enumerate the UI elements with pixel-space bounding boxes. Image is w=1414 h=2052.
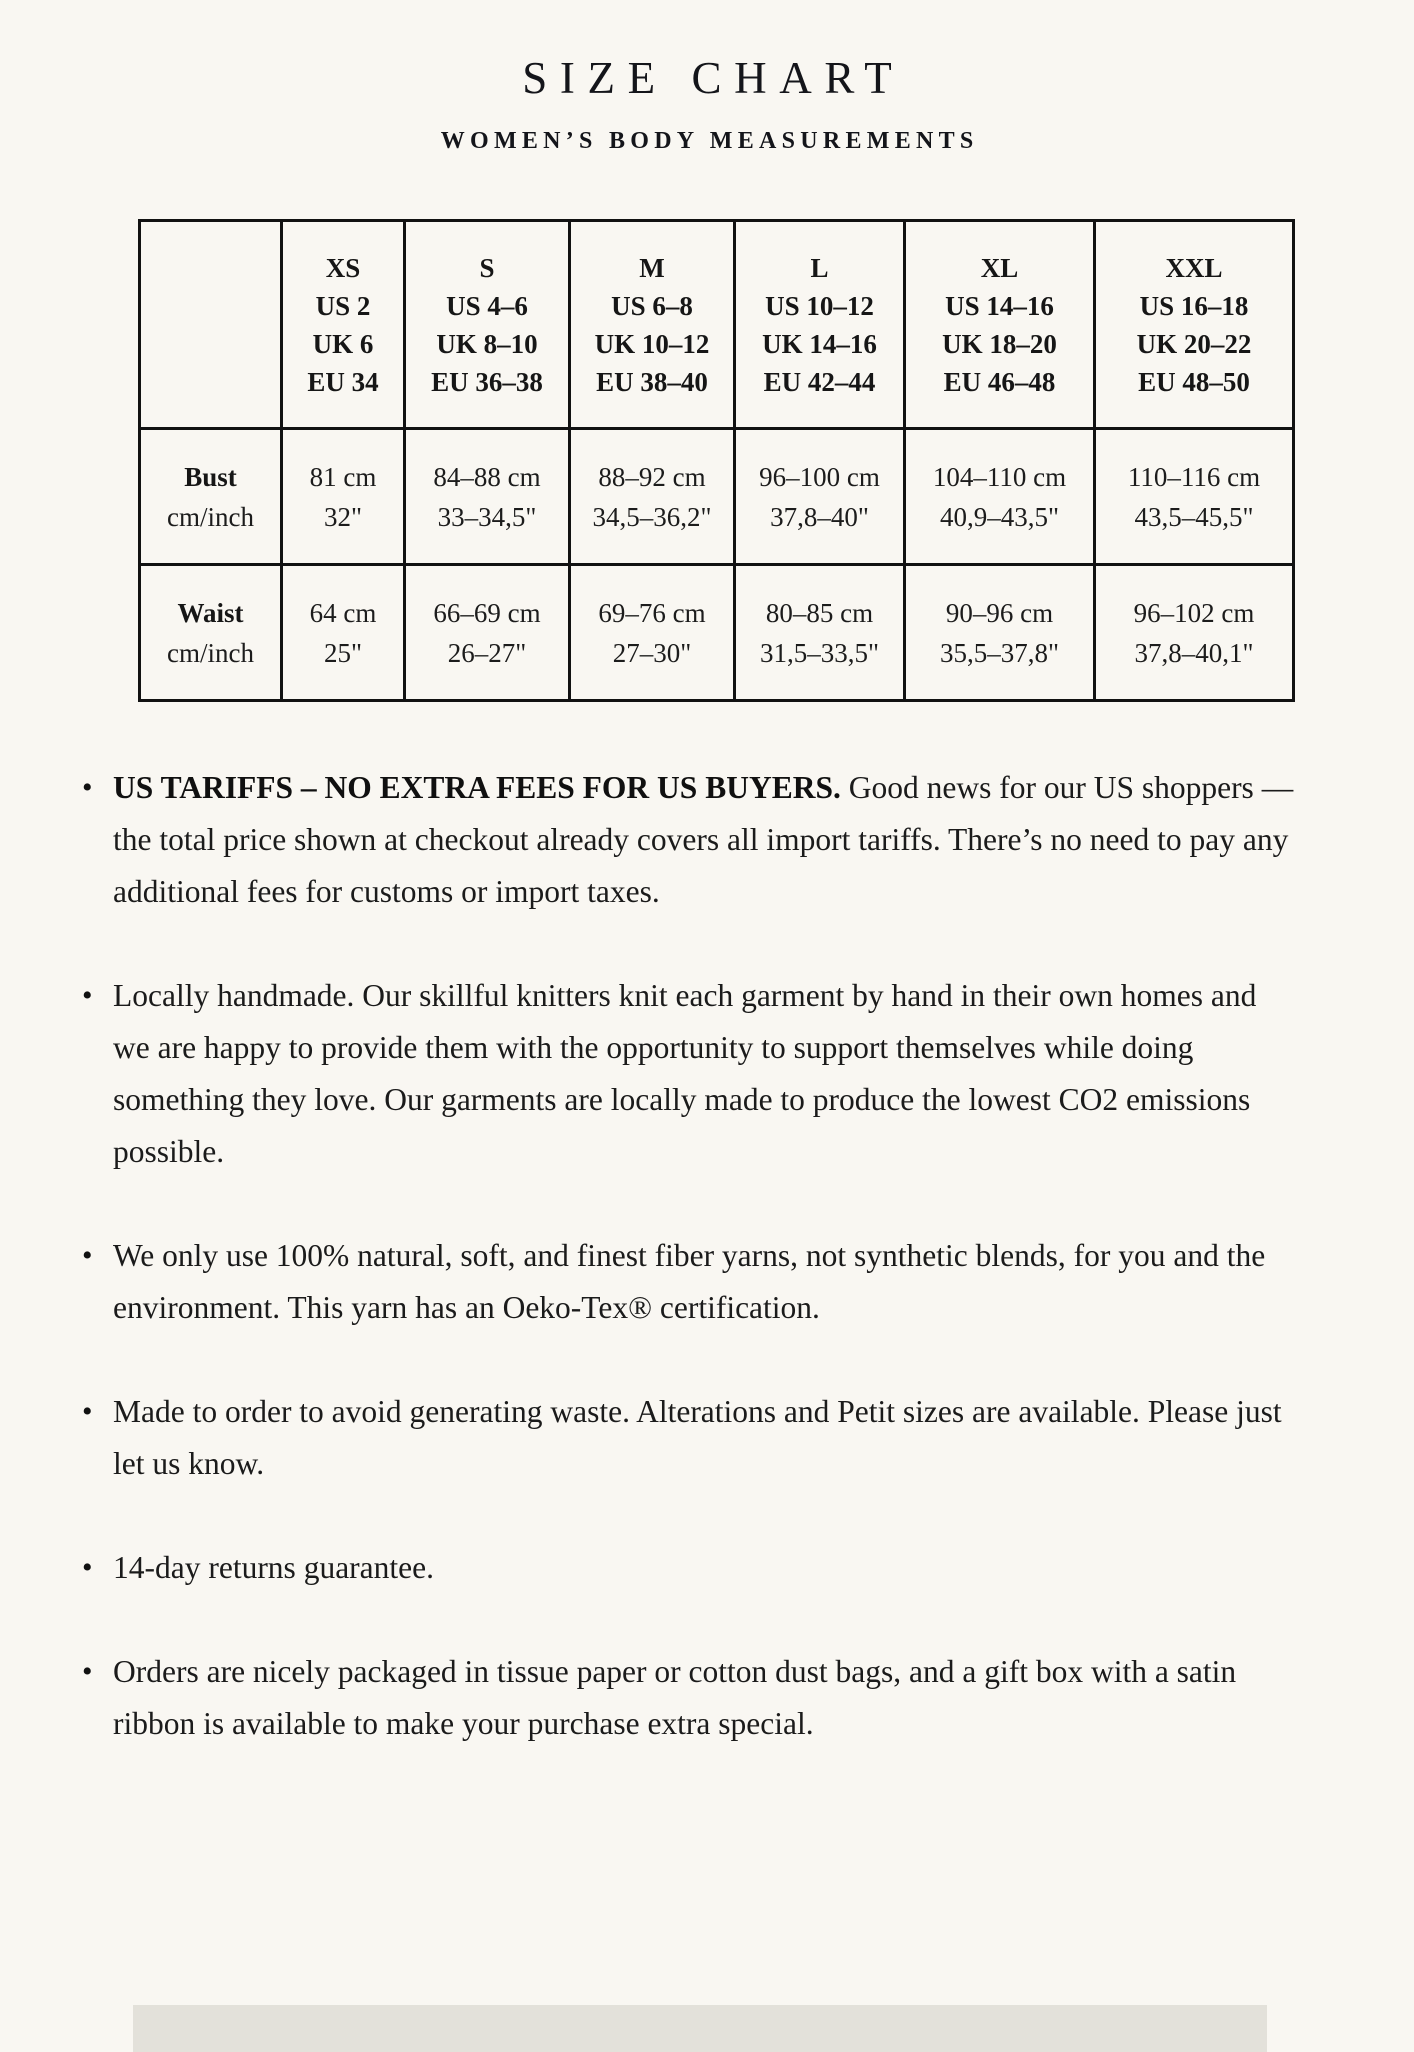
uk-size: UK 10–12 <box>594 328 710 359</box>
note-item-4: • Made to order to avoid generating waste. Alterations and Petit sizes are available. Please just let us know. <box>113 1386 1296 1490</box>
value-cm: 90–96 cm <box>945 597 1054 628</box>
measurement-cell <box>905 429 1095 565</box>
eu-size: EU 34 <box>307 366 379 397</box>
measurement-cell <box>570 429 735 565</box>
note-item-5: • 14-day returns guarantee. <box>113 1542 1296 1594</box>
measurement-cell <box>905 565 1095 701</box>
size-label: XS <box>325 252 361 283</box>
us-size: US 6–8 <box>611 290 693 321</box>
note-item-lead: US TARIFFS – NO EXTRA FEES FOR US BUYERS. <box>113 770 841 805</box>
size-chart-page <box>0 52 1414 1750</box>
measurement-cell <box>570 565 735 701</box>
size-label: XXL <box>1165 252 1223 283</box>
measurement-cell <box>405 429 570 565</box>
size-column-header-l <box>735 221 905 429</box>
size-chart-table <box>138 219 1295 702</box>
size-label: XL <box>980 252 1019 283</box>
value-inch: 40,9–43,5" <box>939 501 1060 532</box>
note-item-3: • We only use 100% natural, soft, and finest fiber yarns, not synthetic blends, for you and the environment. This yarn has an Oeko-Tex® certification. <box>113 1230 1296 1334</box>
measurement-unit: cm/inch <box>167 501 254 532</box>
eu-size: EU 36–38 <box>431 366 543 397</box>
page-title: SIZE CHART <box>522 53 905 103</box>
us-size: US 16–18 <box>1139 290 1249 321</box>
value-inch: 26–27" <box>447 637 527 668</box>
note-item-2: • Locally handmade. Our skillful knitters knit each garment by hand in their own homes and we are happy to provide them with the opportunity to support themselves while doing something they love. Our garments are locally made to produce the lowest CO2 emissions possible. <box>113 970 1296 1178</box>
measurement-name: Bust <box>184 461 237 492</box>
us-size: US 14–16 <box>945 290 1054 321</box>
uk-size: UK 14–16 <box>762 328 877 359</box>
value-cm: 96–100 cm <box>759 461 880 492</box>
uk-size: UK 20–22 <box>1136 328 1252 359</box>
measurement-cell <box>1095 565 1294 701</box>
measurement-name: Waist <box>177 597 244 628</box>
value-inch: 35,5–37,8" <box>939 637 1060 668</box>
eu-size: EU 38–40 <box>596 366 708 397</box>
value-cm: 66–69 cm <box>433 597 541 628</box>
value-inch: 43,5–45,5" <box>1134 501 1254 532</box>
size-column-header-m <box>570 221 735 429</box>
measurement-cell <box>735 565 905 701</box>
value-cm: 84–88 cm <box>433 461 541 492</box>
uk-size: UK 8–10 <box>436 328 538 359</box>
value-cm: 80–85 cm <box>765 597 874 628</box>
measurement-row-bust <box>140 429 1294 565</box>
measurement-cell <box>282 429 405 565</box>
value-cm: 96–102 cm <box>1133 597 1255 628</box>
value-inch: 25" <box>323 637 363 668</box>
size-column-header-xl <box>905 221 1095 429</box>
size-table-header-row <box>140 221 1294 429</box>
footer-image-strip <box>133 2005 1267 2052</box>
product-notes-list <box>0 762 1414 1750</box>
us-size: US 10–12 <box>765 290 874 321</box>
value-inch: 31,5–33,5" <box>759 637 880 668</box>
value-inch: 33–34,5" <box>437 501 537 532</box>
size-label: L <box>810 252 829 283</box>
note-item-6: • Orders are nicely packaged in tissue paper or cotton dust bags, and a gift box with a satin ribbon is available to make your purchase extra special. <box>113 1646 1296 1750</box>
uk-size: UK 6 <box>312 328 374 359</box>
measurement-cell <box>405 565 570 701</box>
value-cm: 110–116 cm <box>1127 461 1261 492</box>
size-column-header-xs <box>282 221 405 429</box>
page-subtitle: WOMEN’S BODY MEASUREMENTS <box>440 128 979 154</box>
note-item-1: • US TARIFFS – NO EXTRA FEES FOR US BUYERS. Good news for our US shoppers — the total price shown at checkout already covers all import tariffs. There’s no need to pay any additional fees for customs or import taxes. <box>113 762 1296 918</box>
value-inch: 32" <box>323 501 363 532</box>
eu-size: EU 48–50 <box>1138 366 1250 397</box>
value-cm: 64 cm <box>309 597 377 628</box>
corner-cell <box>140 221 282 429</box>
us-size: US 2 <box>315 290 371 321</box>
us-size: US 4–6 <box>446 290 528 321</box>
value-inch: 37,8–40,1" <box>1134 637 1254 668</box>
size-column-header-xxl <box>1095 221 1294 429</box>
value-inch: 27–30" <box>612 637 692 668</box>
size-column-header-s <box>405 221 570 429</box>
measurement-cell <box>1095 429 1294 565</box>
measurement-cell <box>735 429 905 565</box>
eu-size: EU 46–48 <box>943 366 1056 397</box>
measurement-unit: cm/inch <box>167 637 254 668</box>
value-cm: 81 cm <box>309 461 377 492</box>
size-label: S <box>479 252 495 283</box>
value-cm: 69–76 cm <box>598 597 706 628</box>
size-label: M <box>639 252 665 283</box>
eu-size: EU 42–44 <box>763 366 876 397</box>
value-cm: 104–110 cm <box>932 461 1067 492</box>
value-inch: 34,5–36,2" <box>592 501 712 532</box>
uk-size: UK 18–20 <box>942 328 1057 359</box>
measurement-cell <box>282 565 405 701</box>
measurement-row-waist <box>140 565 1294 701</box>
value-inch: 37,8–40" <box>770 501 869 532</box>
row-label-bust <box>140 429 282 565</box>
row-label-waist <box>140 565 282 701</box>
value-cm: 88–92 cm <box>598 461 706 492</box>
